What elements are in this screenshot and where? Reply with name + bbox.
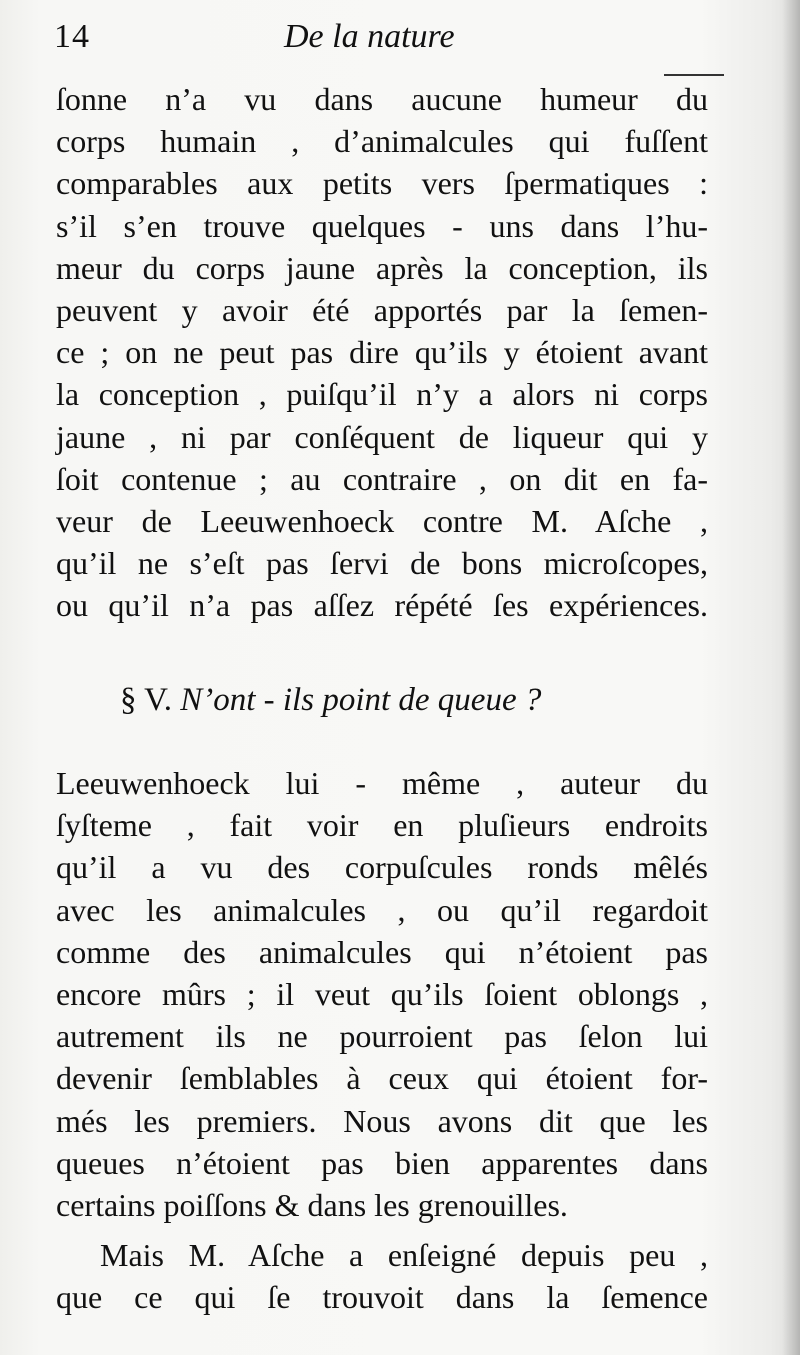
paragraph-3: [56, 1234, 708, 1318]
section-marker: § V.: [120, 682, 172, 718]
text-line: meur du corps jaune après la conception, ils: [56, 249, 708, 286]
text-line: avec les animalcules , ou qu’il regardoit: [56, 891, 708, 928]
text-line: Mais M. Aſche a enſeigné depuis peu ,: [100, 1237, 708, 1273]
page-gutter-shadow: [782, 0, 800, 1355]
text-line: Leeuwenhoeck lui - même , auteur du: [56, 765, 708, 801]
text-line: devenir ſemblables à ceux qui étoient for-: [56, 1060, 708, 1097]
page-number: 14: [54, 18, 90, 55]
page-header: [54, 18, 714, 78]
text-line: veur de Leeuwenhoeck contre M. Aſche ,: [56, 502, 708, 539]
text-line: encore mûrs ; il veut qu’ils ſoient oblongs ,: [56, 975, 708, 1012]
text-line: qu’il a vu des corpuſcules ronds mêlés: [56, 849, 708, 886]
text-line: qu’il ne s’eſt pas ſervi de bons microſcopes,: [56, 545, 708, 582]
section-heading: [120, 682, 541, 719]
text-line: certains poiſſons & dans les grenouilles.: [56, 1186, 568, 1223]
text-line: més les premiers. Nous avons dit que les: [56, 1102, 708, 1139]
text-line: comme des animalcules qui n’étoient pas: [56, 933, 708, 970]
header-rule: [664, 74, 724, 76]
text-line: ſonne n’a vu dans aucune humeur du: [56, 81, 708, 117]
text-line: ce ; on ne peut pas dire qu’ils y étoient avant: [56, 334, 708, 371]
text-line: jaune , ni par conſéquent de liqueur qui y: [56, 418, 708, 455]
text-line: ſyſteme , fait voir en pluſieurs endroits: [56, 807, 708, 844]
paragraph-2: [56, 762, 708, 1226]
text-line: peuvent y avoir été apportés par la ſemen-: [56, 291, 708, 328]
text-line: ou qu’il n’a pas aſſez répété ſes expériences.: [56, 587, 708, 624]
text-line: autrement ils ne pourroient pas ſelon lui: [56, 1018, 708, 1055]
text-line: s’il s’en trouve quelques - uns dans l’hu-: [56, 207, 708, 244]
text-line: corps humain , d’animalcules qui fuſſent: [56, 123, 708, 160]
running-head: De la nature: [284, 18, 455, 55]
text-line: comparables aux petits vers ſpermatiques :: [56, 165, 708, 202]
text-line: ſoit contenue ; au contraire , on dit en fa-: [56, 460, 708, 497]
text-line: la conception , puiſqu’il n’y a alors ni corps: [56, 376, 708, 413]
paragraph-1: [56, 78, 708, 626]
section-title-text: N’ont - ils point de queue ?: [180, 682, 542, 718]
text-line: que ce qui ſe trouvoit dans la ſemence: [56, 1279, 708, 1316]
text-line: queues n’étoient pas bien apparentes dans: [56, 1144, 708, 1181]
